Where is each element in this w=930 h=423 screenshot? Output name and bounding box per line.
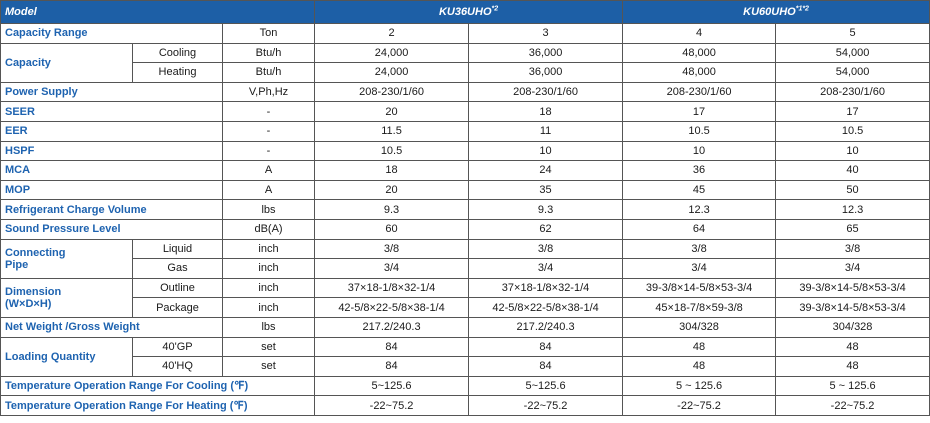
- row-label-mop: MOP: [1, 180, 223, 200]
- value-cell: 5 ~ 125.6: [776, 376, 930, 396]
- row-label-hspf: HSPF: [1, 141, 223, 161]
- value-cell: 54,000: [776, 43, 930, 63]
- unit-cell: lbs: [223, 317, 315, 337]
- unit-cell: inch: [223, 278, 315, 298]
- row-label-temp-cooling: Temperature Operation Range For Cooling (℉): [1, 376, 315, 396]
- row-label-loading-quantity: Loading Quantity: [1, 337, 133, 376]
- value-cell: 40: [776, 161, 930, 181]
- value-cell: 48: [623, 357, 776, 377]
- value-cell: -22~75.2: [469, 396, 623, 416]
- sub-label-gas: Gas: [133, 259, 223, 279]
- table-row: [1, 298, 930, 318]
- value-cell: 39-3/8×14-5/8×53-3/4: [776, 278, 930, 298]
- value-cell: 5: [776, 24, 930, 44]
- row-label-eer: EER: [1, 121, 223, 141]
- unit-cell: -: [223, 141, 315, 161]
- value-cell: 48,000: [623, 43, 776, 63]
- value-cell: 48: [776, 357, 930, 377]
- value-cell: 3/4: [776, 259, 930, 279]
- value-cell: 217.2/240.3: [315, 317, 469, 337]
- value-cell: 17: [776, 102, 930, 122]
- table-row: [1, 121, 930, 141]
- value-cell: 18: [469, 102, 623, 122]
- value-cell: 45: [623, 180, 776, 200]
- value-cell: 54,000: [776, 63, 930, 83]
- unit-cell: lbs: [223, 200, 315, 220]
- model-group-2-header: [623, 1, 930, 24]
- unit-cell: A: [223, 161, 315, 181]
- row-label-refrigerant: Refrigerant Charge Volume: [1, 200, 223, 220]
- value-cell: 10: [623, 141, 776, 161]
- value-cell: 48,000: [623, 63, 776, 83]
- value-cell: 217.2/240.3: [469, 317, 623, 337]
- value-cell: 208-230/1/60: [623, 82, 776, 102]
- value-cell: 24,000: [315, 43, 469, 63]
- value-cell: 10.5: [315, 141, 469, 161]
- value-cell: 24,000: [315, 63, 469, 83]
- row-label-sound: Sound Pressure Level: [1, 219, 223, 239]
- value-cell: 10.5: [776, 121, 930, 141]
- value-cell: 50: [776, 180, 930, 200]
- value-cell: -22~75.2: [623, 396, 776, 416]
- unit-cell: dB(A): [223, 219, 315, 239]
- table-row: [1, 24, 930, 44]
- unit-cell: set: [223, 357, 315, 377]
- unit-cell: Btu/h: [223, 63, 315, 83]
- model-header: Model: [1, 1, 315, 24]
- table-row: [1, 63, 930, 83]
- table-row: [1, 161, 930, 181]
- value-cell: 20: [315, 180, 469, 200]
- unit-cell: Ton: [223, 24, 315, 44]
- sub-label-package: Package: [133, 298, 223, 318]
- table-row: [1, 376, 930, 396]
- sub-label-cooling: Cooling: [133, 43, 223, 63]
- value-cell: 37×18-1/8×32-1/4: [315, 278, 469, 298]
- header-row: [1, 1, 930, 24]
- model-group-1-name: KU36UHO: [438, 6, 492, 18]
- value-cell: 36,000: [469, 63, 623, 83]
- value-cell: 10: [776, 141, 930, 161]
- value-cell: 10.5: [623, 121, 776, 141]
- table-row: [1, 278, 930, 298]
- value-cell: 3/8: [315, 239, 469, 259]
- value-cell: 208-230/1/60: [315, 82, 469, 102]
- table-row: [1, 239, 930, 259]
- value-cell: 5 ~ 125.6: [623, 376, 776, 396]
- value-cell: 60: [315, 219, 469, 239]
- value-cell: 65: [776, 219, 930, 239]
- value-cell: 24: [469, 161, 623, 181]
- value-cell: 84: [315, 337, 469, 357]
- unit-cell: inch: [223, 259, 315, 279]
- value-cell: 208-230/1/60: [469, 82, 623, 102]
- value-cell: -22~75.2: [315, 396, 469, 416]
- value-cell: 12.3: [776, 200, 930, 220]
- table-row: [1, 337, 930, 357]
- value-cell: 35: [469, 180, 623, 200]
- value-cell: 84: [315, 357, 469, 377]
- dimension-line1: Dimension: [5, 285, 62, 298]
- value-cell: 3/4: [469, 259, 623, 279]
- model-group-2-note: *1*2: [795, 5, 809, 13]
- unit-cell: -: [223, 102, 315, 122]
- value-cell: 208-230/1/60: [776, 82, 930, 102]
- value-cell: 5~125.6: [469, 376, 623, 396]
- table-row: [1, 357, 930, 377]
- unit-cell: Btu/h: [223, 43, 315, 63]
- value-cell: 3/4: [623, 259, 776, 279]
- row-label-mca: MCA: [1, 161, 223, 181]
- sub-label-heating: Heating: [133, 63, 223, 83]
- table-row: [1, 180, 930, 200]
- sub-label-outline: Outline: [133, 278, 223, 298]
- value-cell: 48: [623, 337, 776, 357]
- value-cell: 84: [469, 337, 623, 357]
- row-label-connecting-pipe: [1, 239, 133, 278]
- value-cell: 42-5/8×22-5/8×38-1/4: [315, 298, 469, 318]
- value-cell: 2: [315, 24, 469, 44]
- value-cell: 3/8: [469, 239, 623, 259]
- model-group-2-name: KU60UHO: [743, 6, 796, 18]
- value-cell: 4: [623, 24, 776, 44]
- value-cell: 11: [469, 121, 623, 141]
- row-label-power-supply: Power Supply: [1, 82, 223, 102]
- value-cell: 36: [623, 161, 776, 181]
- value-cell: 304/328: [776, 317, 930, 337]
- value-cell: 12.3: [623, 200, 776, 220]
- value-cell: 3/4: [315, 259, 469, 279]
- connecting-pipe-line2: Pipe: [5, 258, 29, 271]
- row-label-net-weight: Net Weight /Gross Weight: [1, 317, 223, 337]
- value-cell: 9.3: [315, 200, 469, 220]
- value-cell: 45×18-7/8×59-3/8: [623, 298, 776, 318]
- dimension-line2: (W×D×H): [5, 297, 52, 310]
- unit-cell: -: [223, 121, 315, 141]
- value-cell: 9.3: [469, 200, 623, 220]
- value-cell: 39-3/8×14-5/8×53-3/4: [776, 298, 930, 318]
- value-cell: 11.5: [315, 121, 469, 141]
- value-cell: 62: [469, 219, 623, 239]
- row-label-seer: SEER: [1, 102, 223, 122]
- sub-label-liquid: Liquid: [133, 239, 223, 259]
- value-cell: 84: [469, 357, 623, 377]
- row-label-capacity-range: Capacity Range: [1, 24, 223, 44]
- table-row: [1, 396, 930, 416]
- value-cell: 64: [623, 219, 776, 239]
- value-cell: 5~125.6: [315, 376, 469, 396]
- value-cell: 36,000: [469, 43, 623, 63]
- unit-cell: set: [223, 337, 315, 357]
- value-cell: 17: [623, 102, 776, 122]
- value-cell: 10: [469, 141, 623, 161]
- value-cell: 42-5/8×22-5/8×38-1/4: [469, 298, 623, 318]
- value-cell: 18: [315, 161, 469, 181]
- table-row: [1, 259, 930, 279]
- unit-cell: inch: [223, 298, 315, 318]
- value-cell: 37×18-1/8×32-1/4: [469, 278, 623, 298]
- table-row: [1, 141, 930, 161]
- value-cell: -22~75.2: [776, 396, 930, 416]
- row-label-temp-heating: Temperature Operation Range For Heating (℉): [1, 396, 315, 416]
- unit-cell: V,Ph,Hz: [223, 82, 315, 102]
- value-cell: 304/328: [623, 317, 776, 337]
- table-row: [1, 200, 930, 220]
- table-row: [1, 43, 930, 63]
- value-cell: 3: [469, 24, 623, 44]
- connecting-pipe-line1: Connecting: [5, 246, 66, 259]
- model-group-1-header: [315, 1, 623, 24]
- table-row: [1, 317, 930, 337]
- table-row: [1, 102, 930, 122]
- value-cell: 48: [776, 337, 930, 357]
- value-cell: 3/8: [776, 239, 930, 259]
- row-label-dimension: [1, 278, 133, 317]
- value-cell: 39-3/8×14-5/8×53-3/4: [623, 278, 776, 298]
- table-row: [1, 219, 930, 239]
- sub-label-40hq: 40'HQ: [133, 357, 223, 377]
- row-label-capacity: Capacity: [1, 43, 133, 82]
- unit-cell: A: [223, 180, 315, 200]
- unit-cell: inch: [223, 239, 315, 259]
- value-cell: 3/8: [623, 239, 776, 259]
- value-cell: 20: [315, 102, 469, 122]
- table-row: [1, 82, 930, 102]
- model-group-1-note: *2: [491, 5, 499, 13]
- sub-label-40gp: 40'GP: [133, 337, 223, 357]
